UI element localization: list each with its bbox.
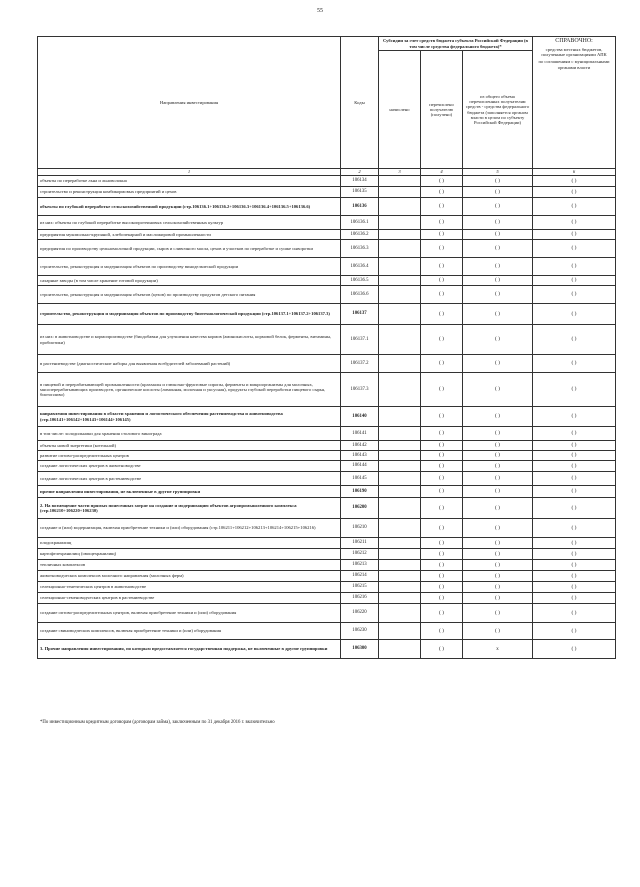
- cell-transferred: ( ): [421, 373, 463, 407]
- row-code: 106134: [341, 176, 379, 187]
- row-code: 106136.3: [341, 240, 379, 258]
- investment-table: [37, 36, 616, 659]
- row-code: 106142: [341, 441, 379, 451]
- row-code: 106216: [341, 593, 379, 604]
- row-name: создание оптово-распределительных центров, включая приобретение техники и (или) оборудования: [38, 604, 341, 623]
- table-row: [38, 286, 616, 304]
- row-code: 106136.5: [341, 276, 379, 286]
- cell-federal: ( ): [463, 373, 533, 407]
- cell-reference: ( ): [533, 472, 616, 486]
- row-name: строительство, реконструкция и модернизация объектов (цехов) по производству продуктов детского питания: [38, 286, 341, 304]
- row-code: 106215: [341, 582, 379, 593]
- cell-transferred: ( ): [421, 461, 463, 472]
- cell-transferred: ( ): [421, 472, 463, 486]
- row-code: 106190: [341, 486, 379, 498]
- table-row: [38, 486, 616, 498]
- cell-accrued: [379, 582, 421, 593]
- cell-accrued: [379, 258, 421, 276]
- cell-accrued: [379, 187, 421, 198]
- cell-federal: ( ): [463, 258, 533, 276]
- row-code: 106300: [341, 640, 379, 659]
- cell-federal: ( ): [463, 230, 533, 240]
- row-name: объекты новой энергетики (котельной): [38, 441, 341, 451]
- reference-text-2: по соглашениям с муниципальными органами власти: [538, 59, 610, 70]
- row-name: развитие оптово-распределительных центров: [38, 451, 341, 461]
- cell-transferred: ( ): [421, 623, 463, 640]
- row-name: предприятия мукомольно-крупяной, хлебопекарной и масложировой промышленности: [38, 230, 341, 240]
- table-row: [38, 549, 616, 560]
- cell-reference: ( ): [533, 441, 616, 451]
- cell-accrued: [379, 427, 421, 441]
- cell-transferred: ( ): [421, 604, 463, 623]
- cell-accrued: [379, 355, 421, 373]
- table-row: [38, 604, 616, 623]
- cell-federal: ( ): [463, 240, 533, 258]
- cell-reference: ( ): [533, 276, 616, 286]
- cell-federal: ( ): [463, 304, 533, 325]
- table-row: [38, 355, 616, 373]
- cell-transferred: ( ): [421, 451, 463, 461]
- cell-reference: ( ): [533, 258, 616, 276]
- cell-accrued: [379, 373, 421, 407]
- table-row: [38, 216, 616, 230]
- col-number-4: 4: [421, 169, 463, 176]
- cell-accrued: [379, 407, 421, 427]
- cell-reference: ( ): [533, 486, 616, 498]
- table-row: [38, 472, 616, 486]
- cell-accrued: [379, 519, 421, 538]
- table-row: [38, 276, 616, 286]
- header-subsidy-group: Субсидии за счет средств бюджета субъекта Российской Федерации (в том числе средства федерального бюджета)*: [379, 37, 533, 51]
- cell-accrued: [379, 198, 421, 216]
- row-code: 106135: [341, 187, 379, 198]
- cell-reference: ( ): [533, 198, 616, 216]
- cell-reference: ( ): [533, 427, 616, 441]
- cell-federal: ( ): [463, 325, 533, 355]
- table-row: [38, 407, 616, 427]
- cell-accrued: [379, 472, 421, 486]
- cell-federal: ( ): [463, 582, 533, 593]
- row-name: сахарные заводы (в том числе хранение готовой продукции): [38, 276, 341, 286]
- cell-federal: ( ): [463, 538, 533, 549]
- cell-accrued: [379, 623, 421, 640]
- table-row: [38, 451, 616, 461]
- row-name: создание логистических центров в животноводстве: [38, 461, 341, 472]
- cell-accrued: [379, 325, 421, 355]
- table-row: [38, 325, 616, 355]
- cell-accrued: [379, 441, 421, 451]
- cell-reference: ( ): [533, 538, 616, 549]
- cell-reference: ( ): [533, 571, 616, 582]
- header-code: Коды: [341, 37, 379, 169]
- table-row: [38, 187, 616, 198]
- cell-reference: ( ): [533, 407, 616, 427]
- table-row: [38, 427, 616, 441]
- reference-title: СПРАВОЧНО:: [555, 38, 593, 44]
- table-row: [38, 640, 616, 659]
- cell-federal: ( ): [463, 441, 533, 451]
- cell-accrued: [379, 276, 421, 286]
- cell-transferred: ( ): [421, 441, 463, 451]
- row-name: в растениеводстве (диагностические наборы для выявления возбудителей заболеваний растений): [38, 355, 341, 373]
- cell-transferred: ( ): [421, 304, 463, 325]
- cell-federal: ( ): [463, 461, 533, 472]
- cell-reference: ( ): [533, 240, 616, 258]
- table-row: [38, 304, 616, 325]
- cell-reference: ( ): [533, 304, 616, 325]
- row-name: строительство и реконструкция комбикормовых предприятий и цехов: [38, 187, 341, 198]
- col-number-2: 2: [341, 169, 379, 176]
- cell-federal: ( ): [463, 623, 533, 640]
- cell-accrued: [379, 549, 421, 560]
- cell-reference: ( ): [533, 355, 616, 373]
- row-code: 106211: [341, 538, 379, 549]
- cell-transferred: ( ): [421, 198, 463, 216]
- cell-federal: ( ): [463, 216, 533, 230]
- cell-transferred: ( ): [421, 571, 463, 582]
- col-number-5: 5: [463, 169, 533, 176]
- table-row: [38, 519, 616, 538]
- table-row: [38, 538, 616, 549]
- row-name: в пищевой и перерабатывающей промышленности (крахмалы и глюкозно-фруктовые сиропы, ферменты и микроорганизмы для молочных, мясоперерабатывающих производств, органические кислоты (лимонная, молочная и уксусная), продукты глубокой переработки пищевого сырья, биотопливо): [38, 373, 341, 407]
- cell-federal: ( ): [463, 560, 533, 571]
- cell-accrued: [379, 304, 421, 325]
- row-name: из них: в животноводстве и кормопроизводстве (биодобавки для улучшения качества кормов (аминокислоты, кормовой белок, ферменты, витамины, пробиотики): [38, 325, 341, 355]
- row-name: картофелехранилищ (овощехранилищ): [38, 549, 341, 560]
- row-code: 106137.2: [341, 355, 379, 373]
- header-direction: Направления инвестирования: [38, 37, 341, 169]
- cell-federal: ( ): [463, 486, 533, 498]
- cell-reference: ( ): [533, 373, 616, 407]
- row-code: 106230: [341, 623, 379, 640]
- cell-transferred: ( ): [421, 325, 463, 355]
- col-number-3: 3: [379, 169, 421, 176]
- cell-reference: ( ): [533, 176, 616, 187]
- page-number: 55: [317, 8, 323, 14]
- row-name: строительство, реконструкция и модернизация объектов по производству биотехнологической продукции (стр.106137.1+106137.2+106137.3): [38, 304, 341, 325]
- cell-transferred: ( ): [421, 640, 463, 659]
- cell-federal: x: [463, 640, 533, 659]
- row-name: из них: объекты по глубокой переработке высокопротеиновых сельскохозяйственных культур: [38, 216, 341, 230]
- row-code: 106137.1: [341, 325, 379, 355]
- cell-federal: ( ): [463, 472, 533, 486]
- cell-transferred: ( ): [421, 498, 463, 519]
- cell-federal: ( ): [463, 519, 533, 538]
- cell-reference: ( ): [533, 593, 616, 604]
- header-accrued: начислено: [379, 51, 421, 169]
- cell-federal: ( ): [463, 286, 533, 304]
- table-row: [38, 623, 616, 640]
- cell-federal: ( ): [463, 498, 533, 519]
- cell-accrued: [379, 286, 421, 304]
- cell-accrued: [379, 604, 421, 623]
- row-name: объекты по переработке льна и льноволокна: [38, 176, 341, 187]
- table-row: [38, 582, 616, 593]
- row-name: строительство, реконструкция и модернизация объектов по производству винодельческой продукции: [38, 258, 341, 276]
- row-name: создание и (или) модернизация, включая приобретение техники и (или) оборудования (стр.106211+106212+106213+106214+106215+106216): [38, 519, 341, 538]
- table-row: [38, 373, 616, 407]
- table-row: [38, 198, 616, 216]
- cell-transferred: ( ): [421, 187, 463, 198]
- cell-federal: ( ): [463, 593, 533, 604]
- cell-accrued: [379, 461, 421, 472]
- cell-reference: ( ): [533, 286, 616, 304]
- cell-federal: ( ): [463, 571, 533, 582]
- cell-reference: ( ): [533, 498, 616, 519]
- row-code: 106137.3: [341, 373, 379, 407]
- row-code: 106140: [341, 407, 379, 427]
- cell-transferred: ( ): [421, 593, 463, 604]
- row-name: создание свиноводческих комплексов, включая приобретение техники и (или) оборудования: [38, 623, 341, 640]
- row-name: селекционно-генетических центров в животноводстве: [38, 582, 341, 593]
- cell-transferred: ( ): [421, 407, 463, 427]
- table-row: [38, 571, 616, 582]
- table-row: [38, 176, 616, 187]
- cell-accrued: [379, 538, 421, 549]
- cell-reference: ( ): [533, 582, 616, 593]
- row-name: в том числе: холодильники для хранения столового винограда: [38, 427, 341, 441]
- row-code: 106144: [341, 461, 379, 472]
- row-code: 106136.1: [341, 216, 379, 230]
- cell-accrued: [379, 486, 421, 498]
- row-name: плодохранилищ: [38, 538, 341, 549]
- cell-reference: ( ): [533, 623, 616, 640]
- cell-federal: ( ): [463, 451, 533, 461]
- cell-reference: ( ): [533, 519, 616, 538]
- row-code: 106136.4: [341, 258, 379, 276]
- row-name: объекты по глубокой переработке сельскохозяйственной продукции (стр.106136.1+106136.2+106136.3+106136.4+106136.5+106136.6): [38, 198, 341, 216]
- cell-transferred: ( ): [421, 176, 463, 187]
- table-row: [38, 258, 616, 276]
- footnote: *По инвестиционным кредитным договорам (договорам займа), заключенным по 31 декабря 2016 г. включительно: [40, 720, 275, 725]
- row-code: 106214: [341, 571, 379, 582]
- cell-federal: ( ): [463, 187, 533, 198]
- cell-reference: ( ): [533, 461, 616, 472]
- table-row: [38, 498, 616, 519]
- cell-transferred: ( ): [421, 240, 463, 258]
- cell-federal: ( ): [463, 549, 533, 560]
- reference-text: средства местных бюджетов, полученные организациями АПК: [541, 46, 607, 58]
- row-name: тепличных комплексов: [38, 560, 341, 571]
- table-row: [38, 441, 616, 451]
- cell-transferred: ( ): [421, 258, 463, 276]
- header-reference: [533, 37, 616, 169]
- row-name: создание логистических центров в растениеводстве: [38, 472, 341, 486]
- row-name: 2. На возмещение части прямых понесенных затрат на создание и модернизацию объектов агропромышленного комплекса (стр.106210+106220+106230): [38, 498, 341, 519]
- cell-accrued: [379, 640, 421, 659]
- row-name: прочие направления инвестирования, не включенные в другие группировки: [38, 486, 341, 498]
- cell-reference: ( ): [533, 560, 616, 571]
- row-code: 106210: [341, 519, 379, 538]
- table-body: [38, 176, 616, 659]
- row-name: направления инвестирования в области хранения и логистического обеспечения растениеводства и животноводства (стр.106141+106142+106143+106144+106145): [38, 407, 341, 427]
- row-name: селекционно-семеноводческих центров в растениеводстве: [38, 593, 341, 604]
- cell-transferred: ( ): [421, 549, 463, 560]
- cell-federal: ( ): [463, 407, 533, 427]
- cell-federal: ( ): [463, 198, 533, 216]
- cell-transferred: ( ): [421, 582, 463, 593]
- row-code: 106145: [341, 472, 379, 486]
- cell-federal: ( ): [463, 276, 533, 286]
- table-row: [38, 240, 616, 258]
- row-code: 106143: [341, 451, 379, 461]
- cell-reference: ( ): [533, 451, 616, 461]
- row-code: 106136.2: [341, 230, 379, 240]
- cell-transferred: ( ): [421, 216, 463, 230]
- row-code: 106220: [341, 604, 379, 623]
- col-number-1: 1: [38, 169, 341, 176]
- table-row: [38, 230, 616, 240]
- cell-reference: ( ): [533, 187, 616, 198]
- row-code: 106137: [341, 304, 379, 325]
- cell-accrued: [379, 176, 421, 187]
- header-transferred: перечислено получателю (получено): [421, 51, 463, 169]
- cell-transferred: ( ): [421, 560, 463, 571]
- cell-accrued: [379, 593, 421, 604]
- row-name: предприятия по производству цельномолочной продукции, сыров и сливочного масла, цехов и участков по переработке и сушке сыворотки: [38, 240, 341, 258]
- cell-reference: ( ): [533, 549, 616, 560]
- col-number-6: 6: [533, 169, 616, 176]
- cell-transferred: ( ): [421, 538, 463, 549]
- cell-transferred: ( ): [421, 486, 463, 498]
- cell-federal: ( ): [463, 355, 533, 373]
- row-code: 106200: [341, 498, 379, 519]
- cell-reference: ( ): [533, 604, 616, 623]
- cell-reference: ( ): [533, 230, 616, 240]
- cell-reference: ( ): [533, 216, 616, 230]
- cell-reference: ( ): [533, 325, 616, 355]
- cell-transferred: ( ): [421, 355, 463, 373]
- header-federal: из общего объема перечисленных получателям средств - средства федерального бюджета (заполняется органом власти в целом по субъекту Российской Федерации): [463, 51, 533, 169]
- row-code: 106141: [341, 427, 379, 441]
- table-row: [38, 461, 616, 472]
- row-code: 106136.6: [341, 286, 379, 304]
- cell-transferred: ( ): [421, 286, 463, 304]
- cell-transferred: ( ): [421, 519, 463, 538]
- row-code: 106136: [341, 198, 379, 216]
- cell-accrued: [379, 560, 421, 571]
- cell-accrued: [379, 240, 421, 258]
- cell-federal: ( ): [463, 427, 533, 441]
- cell-accrued: [379, 451, 421, 461]
- cell-accrued: [379, 216, 421, 230]
- table-row: [38, 560, 616, 571]
- cell-transferred: ( ): [421, 230, 463, 240]
- cell-transferred: ( ): [421, 276, 463, 286]
- cell-transferred: ( ): [421, 427, 463, 441]
- row-name: 3. Прочие направления инвестирования, по которым предоставляется государственная поддержка, не включенные в другие группировки: [38, 640, 341, 659]
- cell-accrued: [379, 230, 421, 240]
- row-code: 106213: [341, 560, 379, 571]
- row-code: 106212: [341, 549, 379, 560]
- cell-accrued: [379, 498, 421, 519]
- cell-accrued: [379, 571, 421, 582]
- row-name: животноводческих комплексов молочного направления (молочных ферм): [38, 571, 341, 582]
- cell-federal: ( ): [463, 176, 533, 187]
- table-row: [38, 593, 616, 604]
- cell-reference: ( ): [533, 640, 616, 659]
- cell-federal: ( ): [463, 604, 533, 623]
